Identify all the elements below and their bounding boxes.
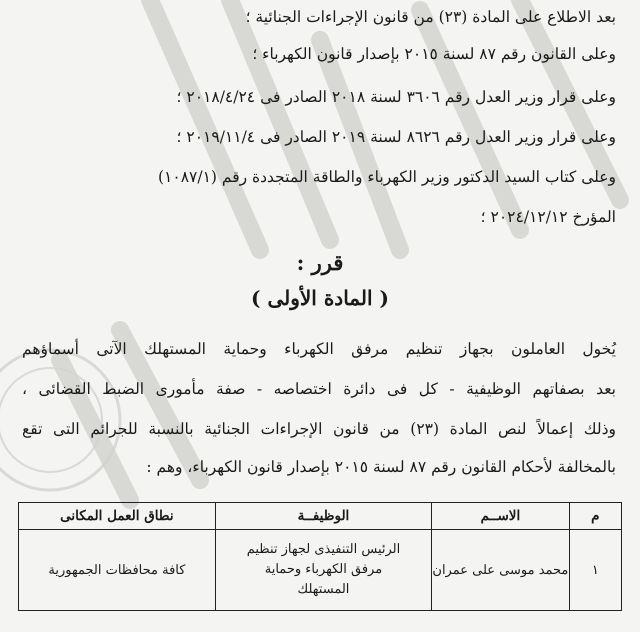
preamble-line-1: بعد الاطلاع على المادة (٢٣) من قانون الإجراءات الجنائية ؛ xyxy=(245,8,616,26)
article-heading: ( المادة الأولى ) xyxy=(251,286,389,310)
header-scope: نطاق العمل المكانى xyxy=(19,503,216,530)
preamble-line-2: وعلى القانون رقم ٨٧ لسنة ٢٠١٥ بإصدار قانون الكهرباء ؛ xyxy=(252,45,616,63)
header-job: الوظيفــة xyxy=(215,503,431,530)
preamble-line-6: المؤرخ ٢٠٢٤/١٢/١٢ ؛ xyxy=(480,208,616,226)
row-number: ١ xyxy=(569,530,621,611)
article-line-4: بالمخالفة لأحكام القانون رقم ٨٧ لسنة ٢٠١٥ بإصدار قانون الكهرباء، وهم : xyxy=(146,458,616,476)
decision-heading: قرر : xyxy=(296,250,344,275)
employees-table xyxy=(18,502,622,611)
header-name: الاســم xyxy=(432,503,570,530)
row-name: محمد موسى على عمران xyxy=(432,530,570,611)
article-line-3: وذلك إعمالاً لنص المادة (٢٣) من قانون الإجراءات الجنائية بالنسبة للجرائم التى تقع xyxy=(22,420,616,438)
row-scope: كافة محافظات الجمهورية xyxy=(19,530,216,611)
row-job xyxy=(215,530,431,611)
table-row xyxy=(19,530,622,611)
preamble-line-3: وعلى قرار وزير العدل رقم ٣٦٠٦ لسنة ٢٠١٨ الصادر فى ٢٠١٨/٤/٢٤ ؛ xyxy=(176,88,616,106)
row-job-text: الرئيس التنفيذى لجهاز تنظيم مرفق الكهرباء وحماية المستهلك xyxy=(246,542,401,597)
header-number: م xyxy=(569,503,621,530)
preamble-line-4: وعلى قرار وزير العدل رقم ٨٦٢٦ لسنة ٢٠١٩ الصادر فى ٢٠١٩/١١/٤ ؛ xyxy=(176,128,616,146)
article-line-1: يُخول العاملون بجهاز تنظيم مرفق الكهرباء وحماية المستهلك الآتى أسماؤهم xyxy=(22,340,616,358)
table-header-row xyxy=(19,503,622,530)
preamble-line-5: وعلى كتاب السيد الدكتور وزير الكهرباء والطاقة المتجددة رقم (١٠٨٧/١) xyxy=(157,168,616,186)
article-line-2: بعد بصفاتهم الوظيفية - كل فى دائرة اختصاصه - صفة مأمورى الضبط القضائى ، xyxy=(22,380,616,398)
